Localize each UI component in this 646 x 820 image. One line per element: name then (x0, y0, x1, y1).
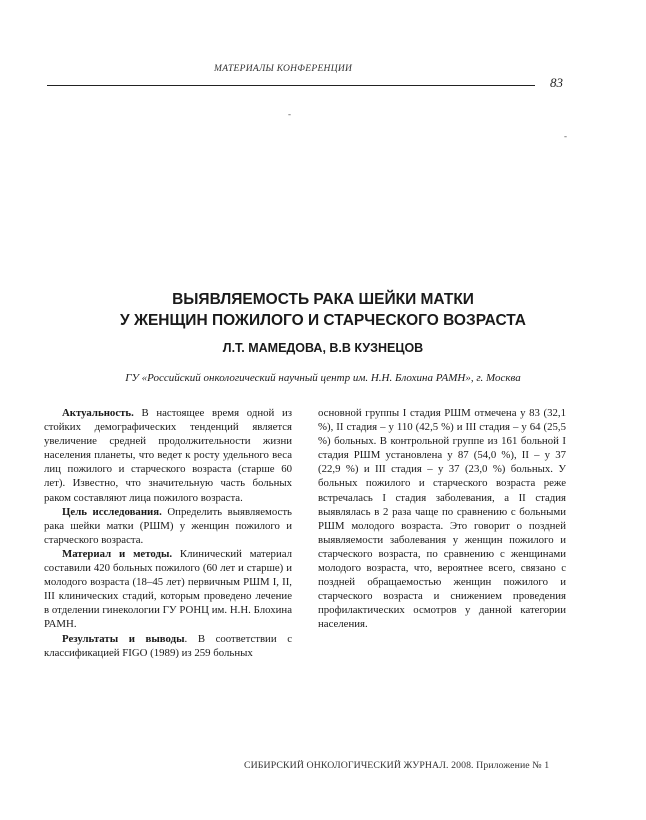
section-label: Цель исследования. (62, 505, 162, 518)
affiliation: ГУ «Российский онкологический научный центр им. Н.Н. Блохина РАМН», г. Москва (125, 372, 521, 384)
running-head: МАТЕРИАЛЫ КОНФЕРЕНЦИИ (214, 64, 353, 74)
article-title (40, 289, 606, 331)
left-column (44, 406, 292, 660)
journal-footer: СИБИРСКИЙ ОНКОЛОГИЧЕСКИЙ ЖУРНАЛ. 2008. Приложение № 1 (244, 760, 550, 771)
paragraph-results (44, 632, 292, 660)
right-column (318, 406, 566, 632)
paragraph-text: В настоящее время одной из стойких демографических тенденций является увеличение средней продолжительности жизни населения планеты, что ведет к росту удельного веса лиц пожилого и старческого возраста (старше 60 лет). Известно, что значительную часть больных раком составляют лица пожилого возраста. (44, 407, 292, 504)
paragraph-methods (44, 547, 292, 632)
section-label: Актуальность. (62, 407, 134, 419)
paragraph-results-continued: основной группы I стадия РШМ отмечена у 83 (32,1 %), II стадия – у 110 (42,5 %) и III стадия – у 64 (25,5 %) больных. В контрольной группе из 161 больной I стадия РШМ установлена у 87 (54,0 %), II – у 37 (22,9 %) и III стадия – у 37 (23,0 %) больных. У больных пожилого и старческого возраста реже встречалась I стадия заболевания, а II стадия выявлялась в 2 раза чаще по сравнению с больными РШМ молодого возраста. Это говорит о поздней выявляемости заболевания у женщин пожилого и старческого возраста, по сравнению с женщинами молодого возраста, что, вероятнее всего, связано с поздней обращаемостью женщин пожилого и старческого возраста и снижением проведения профилактических осмотров у данной категории населения. (318, 407, 566, 631)
authors: Л.Т. МАМЕДОВА, В.В КУЗНЕЦОВ (222, 341, 424, 355)
dash-mark: - (288, 109, 291, 119)
title-line: ВЫЯВЛЯЕМОСТЬ РАКА ШЕЙКИ МАТКИ (172, 291, 474, 308)
section-label: Результаты и выводы (62, 632, 185, 645)
paragraph-aim (44, 505, 292, 547)
section-label: Материал и методы. (62, 547, 173, 560)
header-rule (47, 85, 535, 86)
paragraph-text: Определить выявляемость рака шейки матки (РШМ) у женщин пожилого и старческого возраста. (44, 505, 292, 546)
paragraph-relevance (44, 406, 292, 505)
dash-mark: - (564, 131, 567, 141)
paragraph-text: Клинический материал составили 420 больных пожилого (60 лет и старше) и молодого возраста (18–45 лет) первичным РШМ I, II, III клинических стадий, которым проведено лечение в отделении гинекологии ГУ РОНЦ им. Н.Н. Блохина РАМН. (44, 547, 292, 631)
page-number: 83 (550, 75, 563, 90)
paragraph-text: . В соответствии с классификацией FIGO (1989) из 259 больных (44, 632, 292, 659)
title-line: У ЖЕНЩИН ПОЖИЛОГО И СТАРЧЕСКОГО ВОЗРАСТА (120, 312, 526, 329)
